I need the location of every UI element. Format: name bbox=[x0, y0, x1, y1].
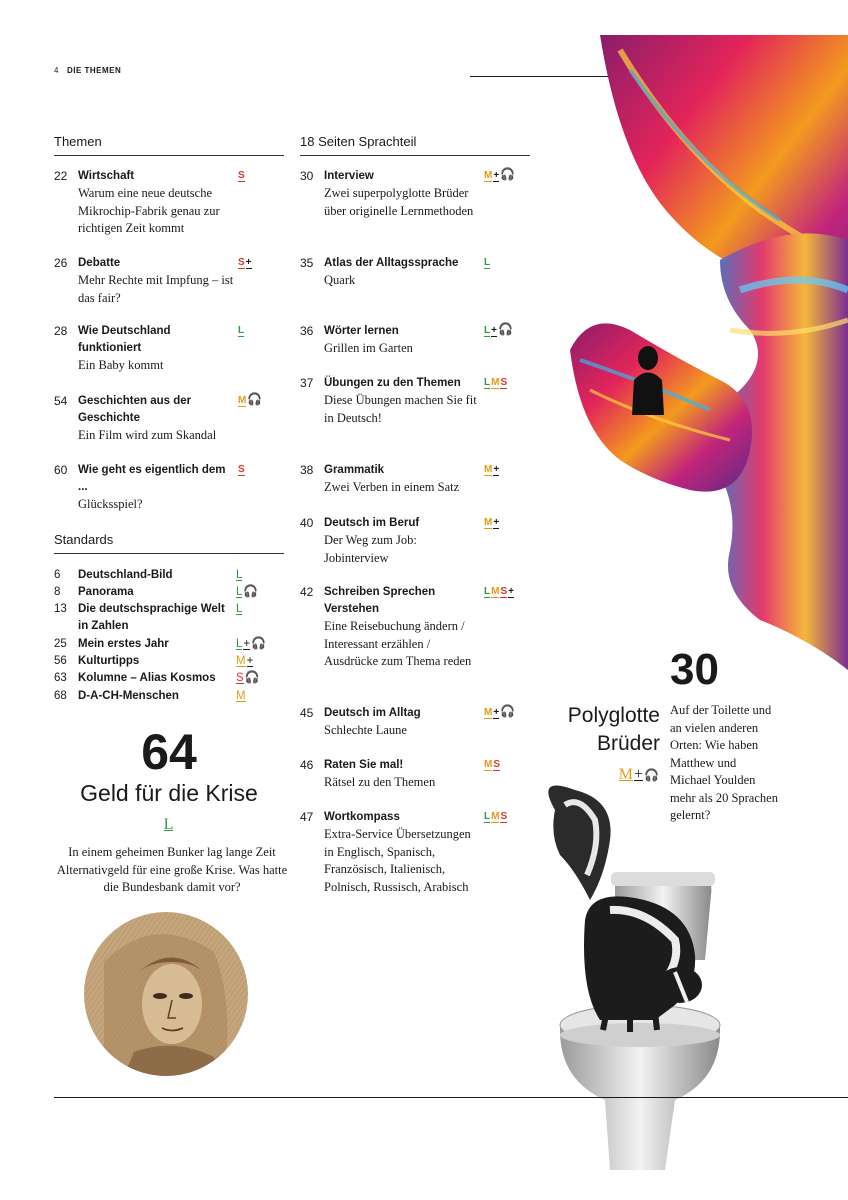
level-l-icon: L bbox=[236, 586, 243, 598]
entry-levels bbox=[484, 255, 491, 290]
entry-levels bbox=[484, 168, 516, 220]
entry-description: Grillen im Garten bbox=[324, 341, 413, 355]
headphones-icon: 🎧 bbox=[251, 636, 267, 650]
plus-level-icon: + bbox=[493, 707, 500, 718]
feature30-description: Auf der Toilette und an vielen anderen Orten: Wie haben Matthew und Michael Youlden mehr als 20 Sprachen gelernt? bbox=[670, 703, 778, 822]
entry-title: Die deutschsprachige Welt in Zahlen bbox=[78, 603, 225, 632]
plus-level-icon: + bbox=[634, 766, 644, 783]
level-l-icon: L bbox=[484, 325, 491, 336]
entry-body bbox=[78, 393, 236, 445]
level-l-icon: L bbox=[484, 377, 491, 388]
entry-description: Quark bbox=[324, 273, 356, 287]
entry-body bbox=[78, 323, 236, 375]
standards-entry[interactable] bbox=[54, 653, 254, 670]
entry-title: Wie Deutschland funktioniert bbox=[78, 325, 171, 354]
entry-levels bbox=[238, 393, 263, 445]
entry-body bbox=[78, 168, 236, 238]
level-s-icon: S bbox=[500, 377, 508, 388]
entry-description: Zwei Verben in einem Satz bbox=[324, 480, 460, 494]
level-s-icon: S bbox=[493, 759, 501, 770]
entry-levels bbox=[484, 705, 516, 740]
standards-entry[interactable] bbox=[54, 688, 247, 705]
level-m-icon: M bbox=[484, 517, 493, 528]
entry-body bbox=[78, 255, 236, 307]
banknote-portrait-image bbox=[84, 912, 248, 1076]
headphones-icon: 🎧 bbox=[243, 584, 259, 598]
plus-level-icon: + bbox=[493, 517, 500, 528]
standards-entry[interactable] bbox=[54, 567, 243, 584]
entry-title: Wörter lernen bbox=[324, 325, 399, 337]
entry-levels bbox=[238, 255, 253, 307]
footer-rule bbox=[54, 1097, 848, 1098]
entry-levels bbox=[484, 584, 515, 671]
standards-entry[interactable] bbox=[54, 584, 259, 601]
entry-levels bbox=[236, 653, 254, 670]
entry-page-number: 30 bbox=[300, 169, 314, 183]
entry-description: Ein Film wird zum Skandal bbox=[78, 428, 217, 442]
level-m-icon: M bbox=[491, 377, 500, 388]
entry-page-number: 68 bbox=[54, 690, 67, 702]
entry-body bbox=[324, 462, 482, 497]
entry-title: D-A-CH-Menschen bbox=[78, 690, 179, 702]
entry-title: Schreiben Sprechen Verstehen bbox=[324, 586, 436, 615]
level-s-icon: S bbox=[238, 257, 245, 268]
entry-title: Kolumne – Alias Kosmos bbox=[78, 672, 216, 684]
entry-levels bbox=[238, 323, 245, 375]
entry-description: Ein Baby kommt bbox=[78, 358, 164, 372]
plus-level-icon: + bbox=[245, 257, 252, 268]
level-m-icon: M bbox=[491, 586, 500, 597]
section-title: DIE THEMEN bbox=[66, 66, 122, 75]
entry-body bbox=[324, 757, 482, 792]
entry-levels bbox=[484, 462, 500, 497]
entry-body bbox=[324, 809, 482, 896]
standards-entry[interactable] bbox=[54, 670, 261, 687]
level-l-icon: L bbox=[484, 257, 491, 268]
level-l-icon: L bbox=[238, 325, 245, 336]
entry-levels bbox=[484, 809, 508, 896]
entry-levels bbox=[484, 375, 508, 427]
entry-title: Debatte bbox=[78, 257, 121, 269]
level-l-icon: L bbox=[163, 816, 174, 833]
sprachteil-entry[interactable] bbox=[300, 584, 515, 671]
entry-title: Übungen zu den Themen bbox=[324, 377, 461, 389]
entry-page-number: 38 bbox=[300, 463, 314, 477]
headphones-icon: 🎧 bbox=[500, 167, 516, 181]
headphones-icon: 🎧 bbox=[644, 768, 659, 782]
entry-body bbox=[324, 168, 482, 220]
entry-page-number: 45 bbox=[300, 706, 314, 720]
entry-page-number: 28 bbox=[54, 324, 68, 338]
skunk-toilet-image bbox=[515, 780, 735, 1170]
feature30-number[interactable]: 30 bbox=[670, 645, 719, 694]
level-m-icon: M bbox=[238, 395, 247, 406]
level-l-icon: L bbox=[236, 638, 243, 650]
entry-page-number: 36 bbox=[300, 324, 314, 338]
entry-description: Extra-Service Übersetzungen in Englisch, Spanisch, Französisch, Italienisch, Polnisch, Russisch, Arabisch bbox=[324, 827, 471, 894]
entry-title: Atlas der Alltagssprache bbox=[324, 257, 459, 269]
level-l-icon: L bbox=[236, 603, 243, 615]
entry-page-number: 22 bbox=[54, 169, 68, 183]
sprachteil-entry[interactable] bbox=[300, 515, 500, 567]
entry-title: Deutsch im Alltag bbox=[324, 707, 421, 719]
level-m-icon: M bbox=[491, 811, 500, 822]
entry-page-number: 42 bbox=[300, 585, 314, 599]
plus-level-icon: + bbox=[243, 638, 251, 650]
paint-swirl-image bbox=[560, 30, 848, 670]
plus-level-icon: + bbox=[491, 325, 497, 336]
entry-levels bbox=[484, 323, 514, 358]
sprachteil-entry[interactable] bbox=[300, 757, 501, 792]
entry-page-number: 60 bbox=[54, 463, 68, 477]
feature64-description: In einem geheimen Bunker lag lange Zeit Alternativgeld für eine große Krise. Was hatte die Bundesbank damit vor? bbox=[56, 845, 288, 894]
entry-title: Grammatik bbox=[324, 464, 385, 476]
sprachteil-entry[interactable] bbox=[300, 462, 500, 497]
entry-title: Wortkompass bbox=[324, 811, 400, 823]
entry-levels bbox=[236, 584, 259, 601]
standards-entry[interactable] bbox=[54, 601, 243, 635]
entry-levels bbox=[238, 462, 246, 514]
entry-title: Raten Sie mal! bbox=[324, 759, 404, 771]
level-l-icon: L bbox=[236, 569, 243, 581]
sprachteil-entry[interactable] bbox=[300, 168, 516, 220]
themen-entry[interactable] bbox=[54, 323, 245, 375]
sprachteil-heading: 18 Seiten Sprachteil bbox=[300, 134, 530, 156]
entry-levels bbox=[236, 688, 247, 705]
level-m-icon: M bbox=[484, 707, 493, 718]
entry-description: Glücksspiel? bbox=[78, 497, 143, 511]
level-s-icon: S bbox=[500, 586, 508, 597]
sprachteil-entry[interactable] bbox=[300, 323, 514, 358]
level-s-icon: S bbox=[238, 170, 245, 181]
entry-page-number: 47 bbox=[300, 810, 314, 824]
entry-description: Der Weg zum Job: Jobinterview bbox=[324, 533, 417, 565]
level-l-icon: L bbox=[484, 586, 491, 597]
level-m-icon: M bbox=[618, 766, 634, 783]
entry-page-number: 40 bbox=[300, 516, 314, 530]
sprachteil-entry[interactable] bbox=[300, 255, 491, 290]
page-number: 4 bbox=[54, 66, 59, 75]
entry-page-number: 26 bbox=[54, 256, 68, 270]
entry-title: Wie geht es eigentlich dem ... bbox=[78, 464, 226, 493]
entry-description: Eine Reisebuchung ändern / Interessant erzählen / Ausdrücke zum Thema reden bbox=[324, 619, 472, 668]
entry-body bbox=[324, 515, 482, 567]
entry-body bbox=[324, 323, 482, 358]
entry-title: Mein erstes Jahr bbox=[78, 638, 169, 650]
themen-entry[interactable] bbox=[54, 255, 253, 307]
entry-title: Deutschland-Bild bbox=[78, 569, 173, 581]
entry-levels bbox=[236, 567, 243, 584]
themen-entry[interactable] bbox=[54, 462, 246, 514]
entry-description: Zwei superpolyglotte Brüder über originelle Lernmethoden bbox=[324, 186, 474, 218]
standards-heading: Standards bbox=[54, 532, 284, 554]
headphones-icon: 🎧 bbox=[500, 704, 516, 718]
sprachteil-entry[interactable] bbox=[300, 705, 516, 740]
level-m-icon: M bbox=[236, 690, 246, 702]
entry-page-number: 46 bbox=[300, 758, 314, 772]
themen-heading: Themen bbox=[54, 134, 284, 156]
entry-title: Deutsch im Beruf bbox=[324, 517, 420, 529]
standards-entry[interactable] bbox=[54, 636, 267, 653]
entry-title: Wirtschaft bbox=[78, 170, 135, 182]
entry-body bbox=[324, 375, 482, 427]
entry-description: Rätsel zu den Themen bbox=[324, 775, 436, 789]
level-m-icon: M bbox=[484, 759, 493, 770]
plus-level-icon: + bbox=[508, 586, 514, 597]
headphones-icon: 🎧 bbox=[247, 392, 263, 406]
entry-levels bbox=[236, 636, 267, 653]
entry-description: Schlechte Laune bbox=[324, 723, 407, 737]
entry-page-number: 37 bbox=[300, 376, 314, 390]
sprachteil-entry[interactable] bbox=[300, 375, 508, 427]
entry-body bbox=[324, 584, 482, 671]
plus-level-icon: + bbox=[493, 170, 500, 181]
entry-body bbox=[324, 255, 482, 290]
entry-page-number: 54 bbox=[54, 394, 68, 408]
entry-levels bbox=[236, 601, 243, 635]
feature30-headline[interactable]: Polyglotte Brüder bbox=[567, 704, 660, 755]
entry-title: Interview bbox=[324, 170, 374, 182]
sprachteil-entry[interactable] bbox=[300, 809, 508, 896]
level-s-icon: S bbox=[500, 811, 508, 822]
entry-body bbox=[78, 462, 236, 514]
entry-page-number: 63 bbox=[54, 672, 67, 684]
entry-levels bbox=[238, 168, 246, 238]
feature64-levels bbox=[54, 816, 284, 834]
entry-page-number: 56 bbox=[54, 655, 67, 667]
entry-page-number: 25 bbox=[54, 638, 67, 650]
entry-page-number: 6 bbox=[54, 569, 61, 581]
feature64-number[interactable]: 64 bbox=[141, 724, 197, 780]
level-m-icon: M bbox=[484, 170, 493, 181]
entry-page-number: 35 bbox=[300, 256, 314, 270]
level-m-icon: M bbox=[236, 655, 246, 667]
entry-description: Mehr Rechte mit Impfung – ist das fair? bbox=[78, 273, 234, 305]
entry-body bbox=[324, 705, 482, 740]
feature64-headline[interactable]: Geld für die Krise bbox=[80, 780, 258, 806]
entry-title: Panorama bbox=[78, 586, 134, 598]
entry-title: Kulturtipps bbox=[78, 655, 140, 667]
entry-levels bbox=[484, 757, 501, 792]
headphones-icon: 🎧 bbox=[244, 670, 260, 684]
page-header bbox=[54, 66, 121, 75]
plus-level-icon: + bbox=[493, 464, 500, 475]
level-s-icon: S bbox=[238, 464, 245, 475]
themen-entry[interactable] bbox=[54, 393, 263, 445]
level-s-icon: S bbox=[236, 672, 244, 684]
entry-page-number: 8 bbox=[54, 586, 61, 598]
level-m-icon: M bbox=[484, 464, 493, 475]
entry-levels bbox=[236, 670, 261, 687]
themen-entry[interactable] bbox=[54, 168, 246, 238]
entry-title: Geschichten aus der Geschichte bbox=[78, 395, 192, 424]
entry-levels bbox=[484, 515, 500, 567]
headphones-icon: 🎧 bbox=[497, 322, 513, 336]
level-l-icon: L bbox=[484, 811, 491, 822]
entry-page-number: 13 bbox=[54, 603, 67, 615]
plus-level-icon: + bbox=[246, 655, 254, 667]
entry-description: Warum eine neue deutsche Mikrochip-Fabrik genau zur richtigen Zeit kommt bbox=[78, 186, 220, 235]
entry-description: Diese Übungen machen Sie fit in Deutsch! bbox=[324, 393, 477, 425]
